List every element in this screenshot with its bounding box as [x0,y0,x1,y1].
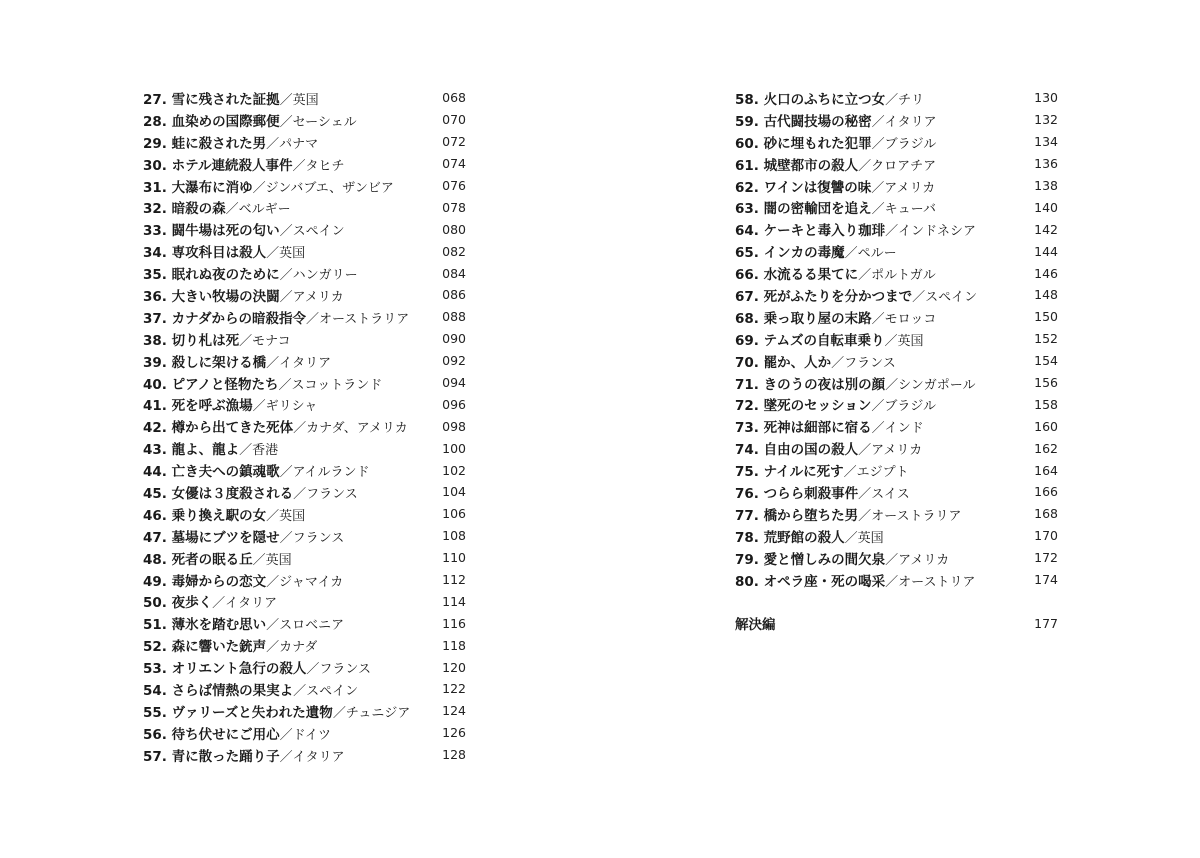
toc-entry-title [143,723,331,743]
toc-entry-page-number: 094 [442,375,466,391]
toc-entry-chapter: 解決編 [735,617,776,634]
toc-entry-page-number: 130 [1034,90,1058,106]
toc-entry-page-number: 177 [1034,615,1058,631]
toc-entry-page-number: 138 [1034,178,1058,193]
toc-entry-chapter: 75. ナイルに死す [735,464,844,481]
toc-entry-chapter: 70. 罷か、人か [735,354,832,371]
toc-entry-location: ／チュニジア [332,705,411,721]
toc-entry-chapter: 53. オリエント急行の殺人 [143,661,307,678]
toc-entry-page-number: 120 [442,659,466,675]
toc-entry-chapter: 43. 龍よ、龍よ [143,442,240,459]
toc-entry-chapter: 58. 火口のふちに立つ女 [735,91,886,108]
toc-entry-location: ／アメリカ [885,552,950,568]
toc-entry [735,306,1058,328]
toc-entry [143,153,466,175]
toc-entry [143,240,466,262]
toc-entry-page-number: 072 [442,134,466,150]
toc-entry-title [735,613,776,633]
toc-entry-page-number: 084 [442,265,466,281]
toc-entry-title [143,416,408,436]
toc-entry-page-number: 112 [442,572,466,588]
toc-entry [143,590,466,612]
toc-entry [143,459,466,481]
toc-entry-page-number: 170 [1034,528,1058,544]
toc-entry-location: ／イタリア [266,355,332,371]
toc-entry-page-number: 110 [442,550,466,566]
toc-entry [735,262,1058,284]
toc-entry-page-number: 124 [442,703,466,719]
toc-entry-chapter: 38. 切り札は死 [143,332,240,349]
toc-entry-title [143,307,409,327]
toc-entry-location: ／アイルランド [279,465,370,481]
toc-entry-chapter: 28. 血染めの国際郵便 [143,113,280,130]
toc-section-gap [735,590,1058,612]
toc-entry-chapter: 42. 樽から出てきた死体 [143,420,294,437]
toc-entry-location: ／ハンガリー [279,268,358,284]
toc-entry-page-number: 100 [442,440,466,456]
toc-entry [143,634,466,656]
toc-entry-chapter: 74. 自由の国の殺人 [735,442,859,459]
toc-entry [735,196,1058,218]
toc-entry-page-number: 122 [442,681,466,697]
toc-entry [143,350,466,372]
toc-entry-location: ／オーストラリア [305,311,410,327]
toc-entry-page-number: 162 [1034,440,1058,456]
toc-entry-location: ／インドネシア [885,224,976,240]
toc-entry [735,87,1058,109]
toc-entry [735,350,1058,372]
toc-entry [143,722,466,744]
toc-entry [143,700,466,722]
toc-entry-title [735,88,924,108]
toc-entry-chapter: 78. 荒野館の殺人 [735,529,845,546]
toc-entry-title [143,329,291,349]
toc-entry [143,87,466,109]
toc-entry-title [143,176,394,196]
toc-entry-chapter: 33. 闘牛場は死の匂い [143,223,280,240]
toc-entry-title [143,482,358,502]
toc-entry-title [143,548,292,568]
toc-entry [735,481,1058,503]
toc-entry-chapter: 36. 大きい牧場の決闘 [143,288,280,305]
toc-entry-title [143,241,305,261]
toc-entry-page-number: 146 [1034,265,1058,281]
toc-entry-page-number: 126 [442,725,466,741]
toc-entry-page-number: 156 [1034,375,1058,391]
toc-entry-page-number: 098 [442,418,466,434]
toc-entry-page-number: 148 [1034,287,1058,303]
toc-entry-location: ／スコットランド [278,377,383,393]
toc-entry-chapter: 54. さらば情熱の果実よ [143,682,294,699]
toc-entry-page-number: 136 [1034,156,1058,172]
toc-entry-title [735,197,936,217]
toc-entry-title [143,219,345,239]
toc-entry-location: ／ジンバブエ、ザンビア [252,180,394,196]
toc-entry [143,393,466,415]
toc-entry-title [735,132,936,152]
toc-entry-location: ／モロッコ [871,311,937,327]
toc-entry [143,218,466,240]
toc-right-column [735,87,1058,634]
toc-entry [735,372,1058,394]
toc-entry-chapter: 56. 待ち伏せにご用心 [143,726,280,743]
toc-entry-location: ／スイス [858,486,910,502]
toc-entry-chapter: 31. 大瀑布に消ゆ [143,179,253,196]
toc-entry [143,481,466,503]
toc-entry-page-number: 134 [1034,134,1058,150]
toc-entry-title [143,591,277,611]
toc-entry-page-number: 070 [442,112,466,128]
toc-entry [143,612,466,634]
toc-entry [735,109,1058,131]
toc-entry-page-number: 076 [442,178,466,193]
toc-entry-chapter: 71. きのうの夜は別の顔 [735,376,886,393]
toc-entry-page-number: 142 [1034,221,1058,237]
toc-entry-title [143,132,318,152]
toc-entry-chapter: 77. 橋から堕ちた男 [735,507,859,524]
toc-entry [143,196,466,218]
toc-entry-location: ／フランス [279,530,345,546]
toc-entry-location: ／スロベニア [266,618,345,634]
toc-entry-chapter: 48. 死者の眠る丘 [143,551,253,568]
toc-entry [143,744,466,766]
toc-entry-location: ／フランス [293,486,358,502]
toc-entry-location: ／香港 [239,443,279,459]
toc-entry-page-number: 090 [442,331,466,347]
toc-entry [143,415,466,437]
toc-entry-title [143,570,343,590]
toc-entry-chapter: 66. 水流るる果てに [735,267,859,284]
toc-entry-location: ／ジャマイカ [266,574,344,590]
toc-entry [735,153,1058,175]
toc-entry-chapter: 35. 眠れぬ夜のために [143,267,280,284]
toc-entry-location: ／ペルー [844,246,897,262]
toc-entry-page-number: 128 [442,747,466,763]
toc-entry-title [735,110,937,130]
toc-entry-title [735,482,910,502]
toc-entry [143,678,466,700]
toc-entry-page-number: 104 [442,484,466,500]
toc-entry-title [143,460,369,480]
toc-entry [143,175,466,197]
toc-entry-location: ／英国 [844,530,884,546]
toc-entry-page-number: 074 [442,156,466,172]
toc-entry-location: ／カナダ [266,640,318,656]
toc-entry-location: ／アメリカ [871,180,936,196]
toc-entry-location: ／フランス [306,662,371,678]
toc-entry-location: ／チリ [885,92,925,108]
toc-entry-location: ／クロアチア [858,158,937,174]
toc-entry [143,131,466,153]
toc-entry-chapter: 55. ヴァリーズと失われた遺物 [143,704,333,721]
toc-entry-location: ／イタリア [871,114,937,130]
toc-entry-page-number: 106 [442,506,466,522]
toc-entry-chapter: 46. 乗り換え駅の女 [143,507,267,524]
toc-entry-location: ／キューバ [871,202,936,218]
toc-entry-page-number: 082 [442,243,466,259]
toc-entry-location: ／ブラジル [871,399,937,415]
toc-entry-chapter: 27. 雪に残された証拠 [143,91,280,108]
toc-entry-chapter: 60. 砂に埋もれた犯罪 [735,135,872,152]
toc-entry-chapter: 30. ホテル連続殺人事件 [143,157,293,174]
toc-entry-location: ／英国 [884,333,924,349]
toc-entry-chapter: 49. 毒婦からの恋文 [143,573,267,590]
toc-entry [143,437,466,459]
toc-entry-location: ／ギリシャ [252,399,318,415]
toc-entry-location: ／英国 [279,92,319,108]
toc-entry-chapter: 47. 墓場にブツを隠せ [143,529,280,546]
toc-entry-title [735,154,936,174]
toc-entry-location: ／スペイン [293,683,359,699]
toc-entry-page-number: 118 [442,637,466,653]
toc-entry-page-number: 164 [1034,462,1058,478]
toc-entry [143,262,466,284]
toc-entry-title [735,526,884,546]
toc-entry-title [143,438,278,458]
toc-entry-page-number: 116 [442,615,466,631]
toc-entry-chapter: 76. つらら刺殺事件 [735,485,859,502]
toc-entry-location: ／ベルギー [225,202,291,218]
toc-entry [735,240,1058,262]
toc-entry-title [735,219,976,239]
toc-entry-page-number: 174 [1034,572,1058,588]
toc-entry-chapter: 32. 暗殺の森 [143,201,226,218]
toc-entry-location: ／カナダ、アメリカ [293,421,408,437]
toc-entry-title [143,351,331,371]
toc-entry-location: ／フランス [831,355,896,371]
toc-entry-chapter: 65. インカの毒魔 [735,245,845,262]
toc-entry-chapter: 72. 墜死のセッション [735,398,872,415]
toc-entry [735,525,1058,547]
toc-entry-page-number: 086 [442,287,466,303]
toc-entry [143,306,466,328]
toc-entry-location: ／英国 [266,508,306,524]
toc-entry-title [735,307,936,327]
toc-entry-page-number: 166 [1034,484,1058,500]
toc-entry [735,547,1058,569]
toc-entry-title [143,635,317,655]
toc-entry-chapter: 59. 古代闘技場の秘密 [735,113,872,130]
toc-entry [735,437,1058,459]
toc-entry-page-number: 088 [442,309,466,325]
toc-entry-location: ／アメリカ [858,443,923,459]
toc-entry-title [143,285,344,305]
toc-entry-title [143,745,345,765]
toc-entry-title [143,154,344,174]
toc-entry-chapter: 41. 死を呼ぶ漁場 [143,398,253,415]
toc-entry-location: ／イタリア [279,749,345,765]
toc-entry-title [735,263,936,283]
toc-entry-chapter: 62. ワインは復讐の味 [735,179,872,196]
toc-entry-chapter: 73. 死神は細部に宿る [735,420,872,437]
toc-entry-title [735,504,961,524]
toc-entry-location: ／スペイン [279,224,345,240]
toc-entry [735,393,1058,415]
toc-entry [735,175,1058,197]
toc-entry-location: ／オーストリア [885,574,976,590]
toc-entry [143,525,466,547]
toc-entry-location: ／パナマ [266,136,319,152]
toc-entry-chapter: 64. ケーキと毒入り珈琲 [735,223,886,240]
toc-entry-title [143,657,371,677]
toc-entry-title [735,241,897,261]
toc-entry-title [143,197,291,217]
toc-entry [143,569,466,591]
toc-entry-location: ／オーストラリア [858,508,962,524]
toc-entry-chapter: 29. 蛙に殺された男 [143,135,267,152]
toc-entry-page-number: 092 [442,353,466,369]
toc-entry-title [143,504,305,524]
toc-entry-title [735,285,977,305]
toc-entry [735,131,1058,153]
toc-entry-chapter: 37. カナダからの暗殺指令 [143,310,306,327]
toc-entry-page-number: 096 [442,396,466,412]
toc-entry [735,415,1058,437]
toc-entry-chapter: 44. 亡き夫への鎮魂歌 [143,464,280,481]
toc-entry-page-number: 114 [442,593,466,609]
toc-entry-location: ／ブラジル [871,136,937,152]
toc-entry-title [143,701,410,721]
toc-entry [143,328,466,350]
toc-entry-location: ／インド [871,421,924,437]
toc-entry-location: ／モナコ [239,333,291,349]
toc-entry-page-number: 068 [442,90,466,106]
toc-entry-chapter: 51. 薄氷を踏む思い [143,617,267,634]
toc-entry-page-number: 158 [1034,396,1058,412]
toc-entry-title [735,438,922,458]
toc-entry-title [735,570,975,590]
toc-entry-chapter: 80. オペラ座・死の喝采 [735,573,886,590]
toc-entry-chapter: 45. 女優は３度殺される [143,485,294,502]
toc-entry-title [735,176,935,196]
toc-entry-location: ／ポルトガル [858,268,936,284]
toc-entry-chapter: 63. 闇の密輸団を追え [735,201,872,218]
toc-entry [735,459,1058,481]
toc-entry-chapter: 57. 青に散った踊り子 [143,748,280,765]
toc-entry-chapter: 39. 殺しに架ける橋 [143,354,267,371]
toc-entry-page-number: 150 [1034,309,1058,325]
toc-entry-location: ／英国 [252,552,292,568]
toc-entry-title [143,110,357,130]
toc-entry-page-number: 132 [1034,112,1058,128]
toc-entry-location: ／セーシェル [279,114,357,130]
toc-entry-page-number: 152 [1034,331,1058,347]
toc-entry [143,372,466,394]
toc-entry-title [735,548,949,568]
toc-entry-title [143,373,382,393]
toc-entry-location: ／シンガポール [885,377,976,393]
toc-entry [143,109,466,131]
toc-entry [735,328,1058,350]
toc-entry-title [143,394,317,414]
toc-entry-title [735,329,923,349]
toc-entry-page-number: 160 [1034,418,1058,434]
toc-entry-page-number: 102 [442,462,466,478]
toc-entry-chapter: 69. テムズの自転車乗り [735,332,885,349]
toc-entry-chapter: 40. ピアノと怪物たち [143,376,279,393]
toc-entry-page-number: 080 [442,221,466,237]
toc-entry-chapter: 79. 愛と憎しみの間欠泉 [735,551,886,568]
toc-entry [143,284,466,306]
toc-entry-title [735,373,976,393]
toc-entry-title [735,460,909,480]
toc-entry-page-number: 078 [442,199,466,215]
toc-entry-solutions [735,612,1058,634]
toc-entry-location: ／エジプト [843,465,909,481]
toc-entry [735,503,1058,525]
toc-entry-page-number: 172 [1034,550,1058,566]
toc-entry-title [735,351,896,371]
toc-entry [143,547,466,569]
toc-entry-chapter: 34. 専攻科目は殺人 [143,245,267,262]
toc-entry [735,218,1058,240]
toc-entry-title [735,416,924,436]
toc-entry-location: ／イタリア [212,596,278,612]
toc-entry-chapter: 61. 城壁都市の殺人 [735,157,859,174]
toc-entry-title [143,679,358,699]
toc-entry [143,656,466,678]
toc-entry-title [735,394,936,414]
toc-entry [735,284,1058,306]
toc-entry-title [143,613,344,633]
toc-entry-location: ／ドイツ [279,727,331,743]
toc-entry-title [143,88,319,108]
toc-entry-chapter: 68. 乗っ取り屋の末路 [735,310,872,327]
toc-entry-title [143,263,358,283]
toc-entry-chapter: 50. 夜歩く [143,595,213,612]
toc-entry-chapter: 52. 森に響いた銃声 [143,639,267,656]
toc-entry-location: ／スペイン [912,289,978,305]
toc-entry-location: ／アメリカ [279,289,344,305]
toc-entry-chapter: 67. 死がふたりを分かつまで [735,288,913,305]
toc-entry-page-number: 144 [1034,243,1058,259]
toc-entry [735,569,1058,591]
toc-left-column [143,87,466,766]
toc-entry-location: ／タヒチ [292,158,345,174]
toc-entry-title [143,526,344,546]
toc-entry [143,503,466,525]
toc-entry-page-number: 168 [1034,506,1058,522]
toc-entry-page-number: 154 [1034,353,1058,369]
toc-entry-page-number: 108 [442,528,466,544]
toc-entry-page-number: 140 [1034,199,1058,215]
toc-entry-location: ／英国 [266,246,306,262]
